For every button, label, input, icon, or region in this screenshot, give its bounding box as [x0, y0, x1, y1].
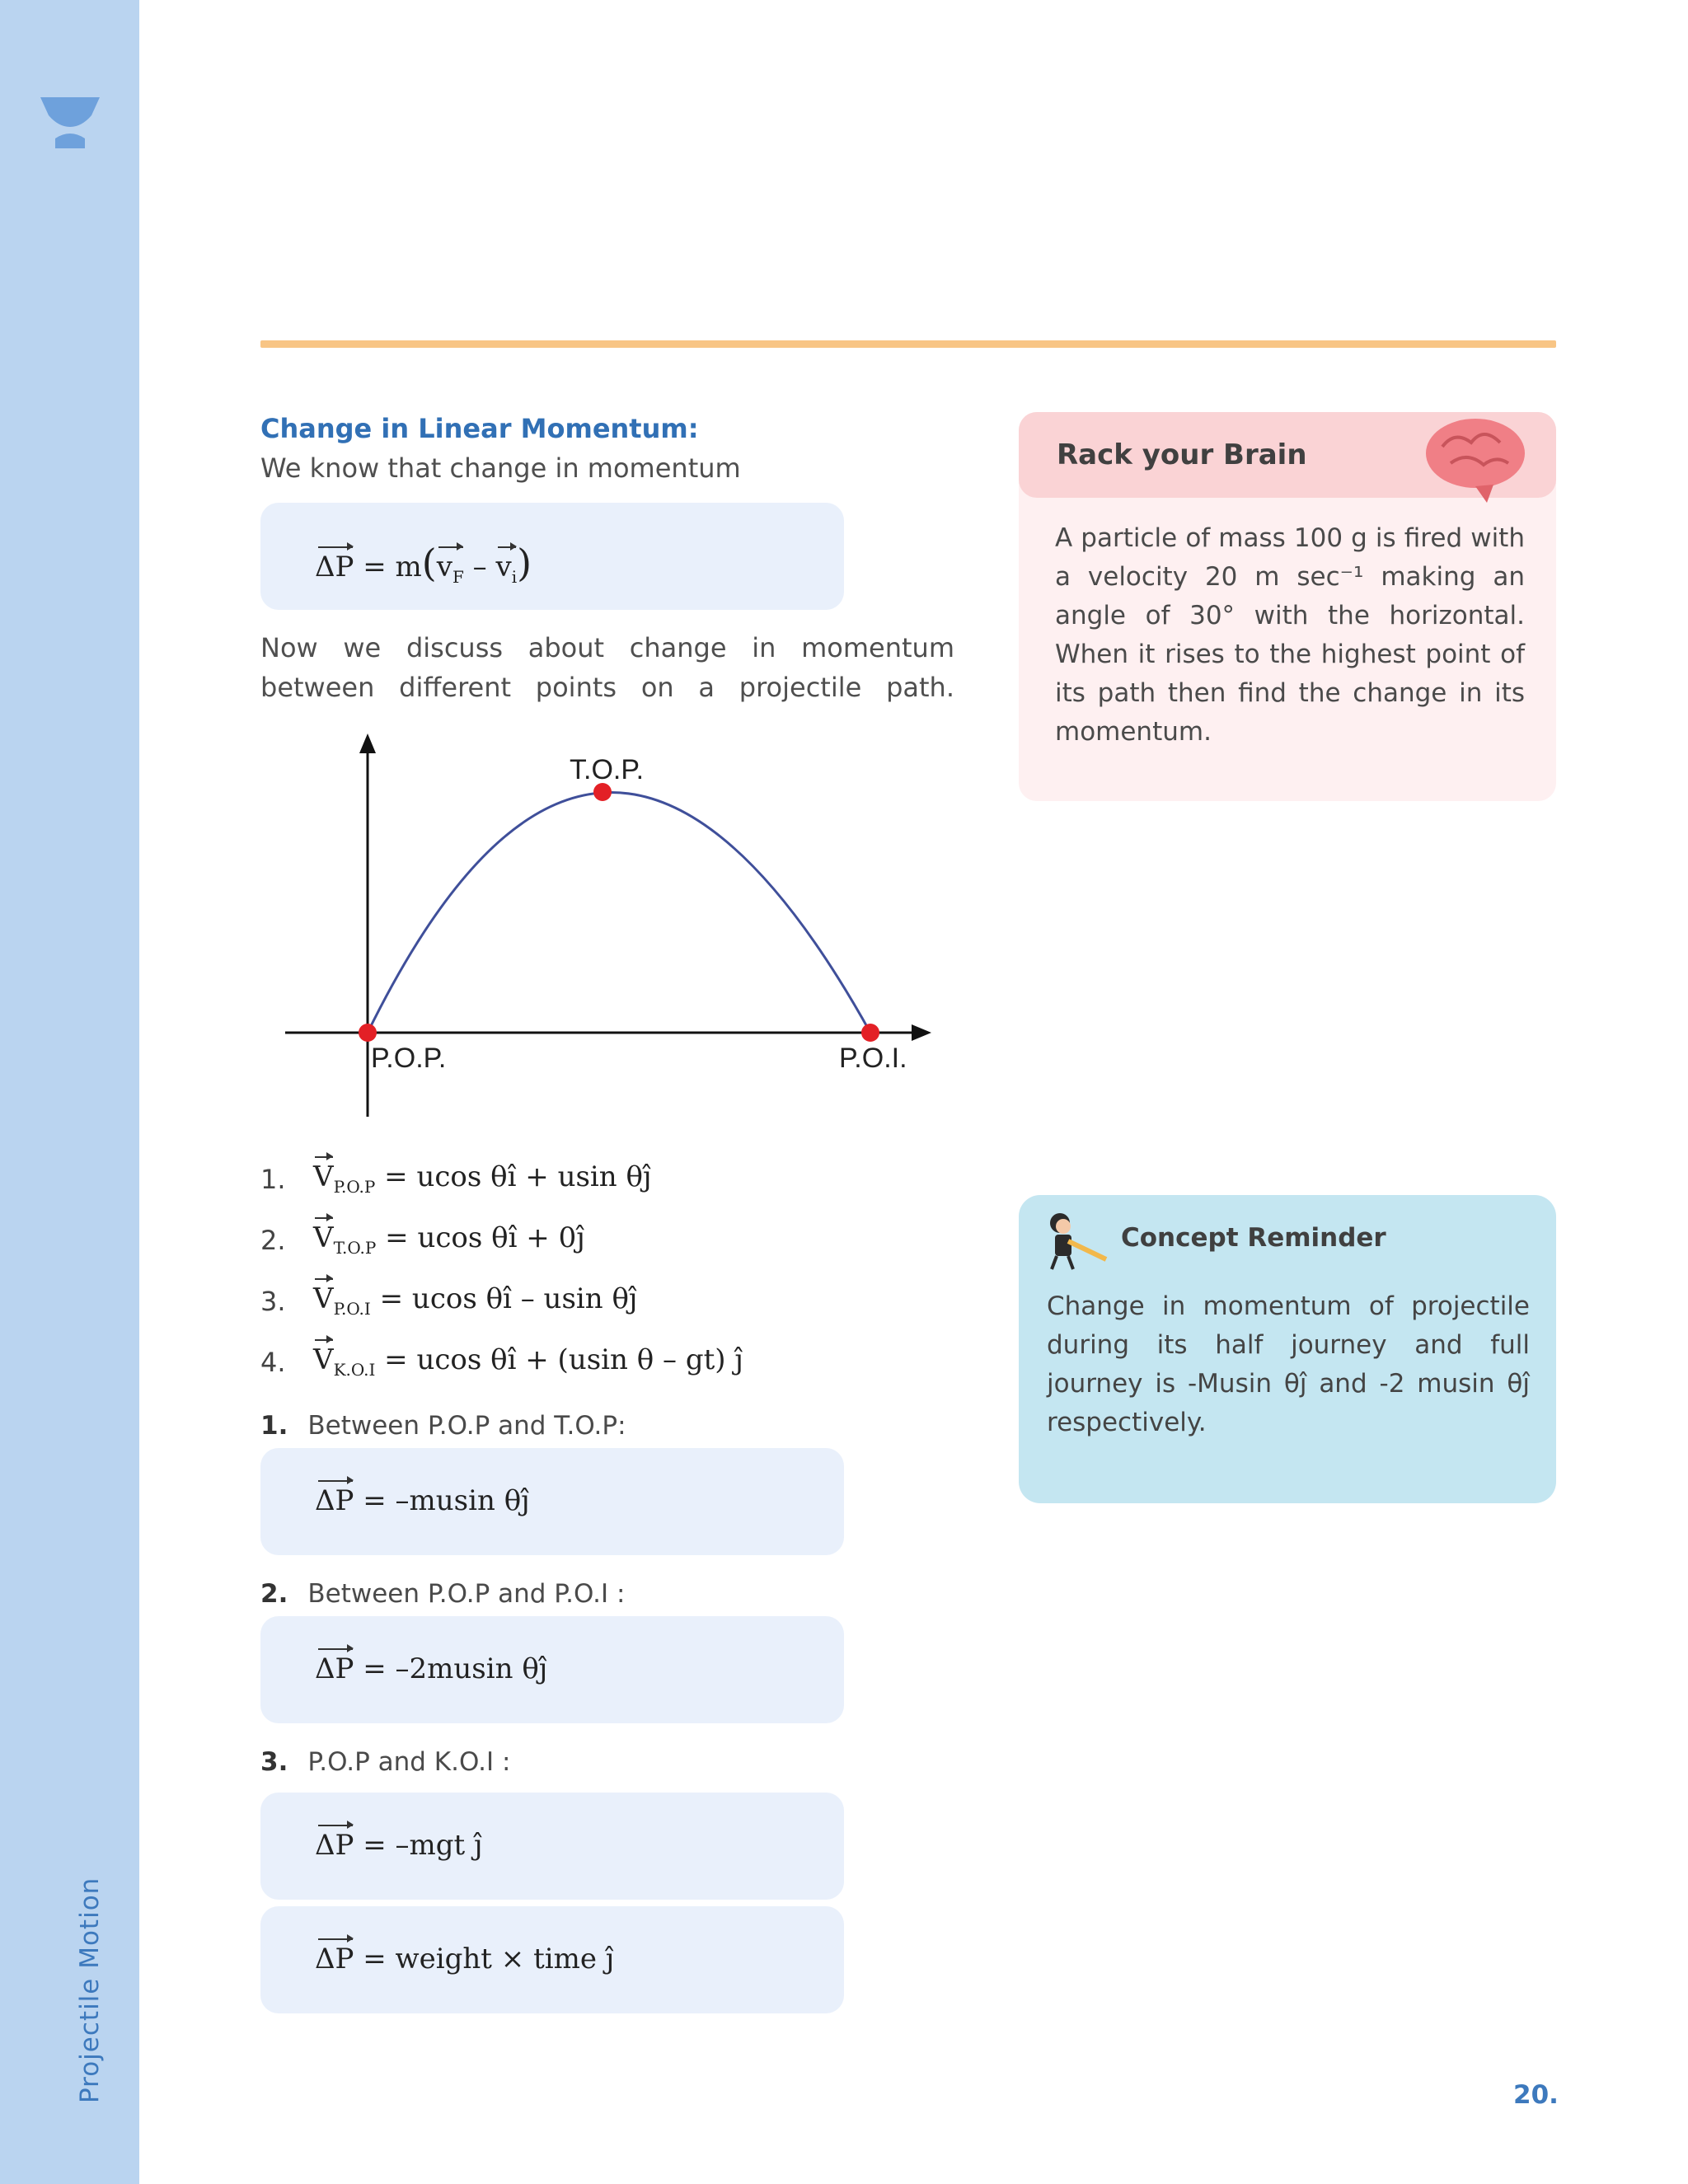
point-pop	[359, 1024, 377, 1042]
velocity-pop-equation: $V_{P.O.P} = ucos$ θî + usin θĵ	[313, 1160, 652, 1197]
list-number: 3.	[260, 1286, 286, 1317]
discuss-text: Now we discuss about change in momentum between different points on a projectile path.	[260, 632, 954, 703]
case-equation-box	[260, 1793, 844, 1900]
trajectory-curve	[368, 793, 870, 1033]
momentum-equation-box	[260, 503, 844, 610]
chapter-title: Projectile Motion	[75, 1877, 105, 2103]
case-heading: 3. P.O.P and K.O.I :	[260, 1747, 511, 1777]
y-axis-arrow-icon	[359, 733, 376, 753]
case-equation: ΔP = –musin θĵ	[315, 1484, 530, 1517]
point-top	[593, 783, 612, 801]
label-pop: P.O.P.	[371, 1043, 447, 1074]
concept-title: Concept Reminder	[1121, 1223, 1386, 1253]
x-axis-arrow-icon	[912, 1024, 931, 1041]
list-number: 2.	[260, 1225, 286, 1256]
case-heading: 2. Between P.O.P and P.O.I :	[260, 1579, 626, 1609]
sidebar	[0, 0, 139, 2184]
point-poi	[861, 1024, 879, 1042]
case-equation: ΔP = –mgt ĵ	[315, 1829, 483, 1862]
concept-text: Change in momentum of projectile during its half journey and full journey is -Musin θĵ and -2 musin θĵ respectively.	[1047, 1291, 1530, 1437]
intro-text: We know that change in momentum	[260, 452, 741, 484]
velocity-poi-equation: $V_{P.O.I} = ucos$ θî – usin θĵ	[313, 1282, 638, 1319]
list-number: 1.	[260, 1164, 286, 1195]
list-number: 4.	[260, 1347, 286, 1378]
velocity-koi-equation: $V_{K.O.I} = ucos$ θî + (usin θ – gt) ĵ	[313, 1343, 743, 1380]
section-title: Change in Linear Momentum:	[260, 413, 699, 444]
rack-your-brain-box	[1019, 412, 1556, 801]
label-top: T.O.P.	[570, 754, 645, 785]
velocity-top-equation: $V_{T.O.P} = ucos$ θî + 0ĵ	[313, 1221, 585, 1258]
rack-title: Rack your Brain	[1057, 438, 1307, 471]
rack-question: A particle of mass 100 g is fired with a velocity 20 m sec⁻¹ making an angle of 30° with the horizontal. When it rises to the highest point of its path then find the change in its momentum.	[1055, 523, 1525, 747]
brain-icon	[1418, 414, 1533, 504]
page-number: 20.	[1513, 2080, 1559, 2110]
header-rule	[260, 340, 1556, 348]
projectile-path-diagram	[272, 725, 948, 1121]
case-heading: 1. Between P.O.P and T.O.P:	[260, 1411, 626, 1441]
case-equation: ΔP = –2musin θĵ	[315, 1652, 548, 1685]
weight-equation: ΔP = weight × time ĵ	[315, 1943, 615, 1975]
momentum-equation: $\Delta P = m(v_F - v_i)$	[315, 541, 532, 587]
case-equation-box	[260, 1616, 844, 1723]
unacademy-logo-icon	[40, 97, 100, 150]
rack-header	[1019, 412, 1556, 498]
concept-reminder-box	[1019, 1195, 1556, 1503]
student-writing-icon	[1035, 1207, 1111, 1272]
case-equation-box	[260, 1448, 844, 1555]
label-poi: P.O.I.	[839, 1043, 907, 1074]
weight-equation-box	[260, 1906, 844, 2013]
